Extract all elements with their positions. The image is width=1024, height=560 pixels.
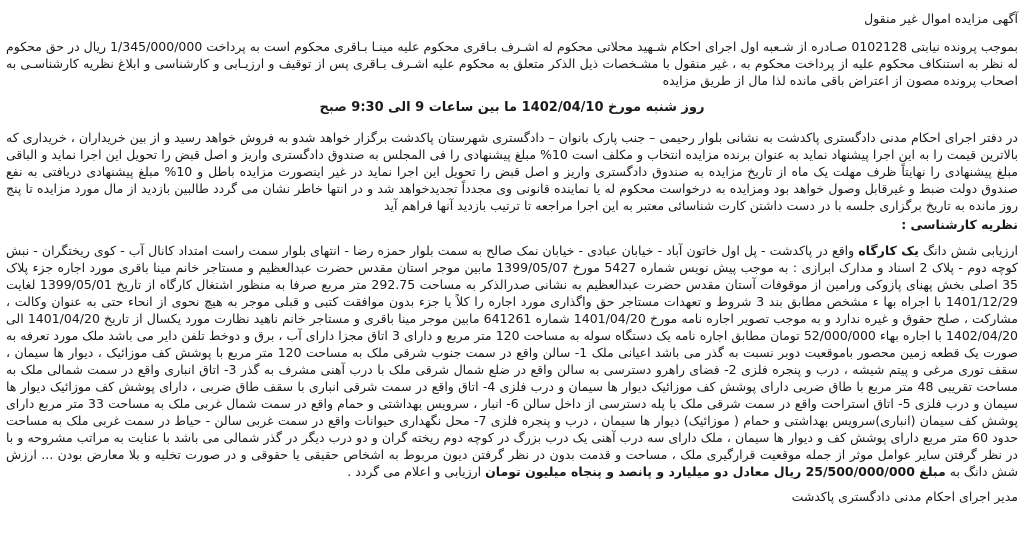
expert-text-part-1: ارزیابی شش دانگ bbox=[918, 243, 1018, 258]
expert-opinion-paragraph bbox=[6, 242, 1018, 480]
notice-title: آگهی مزایده اموال غیر منقول bbox=[864, 11, 1018, 26]
expert-opinion-heading: نظریه کارشناسی : bbox=[901, 217, 1018, 232]
property-type-label: یک کارگاه bbox=[858, 243, 919, 258]
expert-text-part-3: ارزیابی و اعلام می گردد . bbox=[347, 464, 486, 479]
appraised-value: مبلغ 25/500/000/000 ریال معادل دو میلیارد و پانصد و پنجاه میلیون تومان bbox=[485, 464, 946, 479]
expert-text-part-2: واقع در پاکدشت - پل اول خاتون آباد - خیابان عبادی - خیابان نمک صالح به سمت بلوار حمزه رضا - انتهای بلوار سمت راست امتداد کانال آب - کوی ریختگران - نبش کوچه دوم - پلاک 2 اسناد و مدارک ابرازی : به موجب پیش نویس شماره 5427 مورخ 1399/05/07 مابین موجر استان مقدس حضرت عبدالعظیم و مستاجر خانم مینا باقری مورد اجاره جزء پلاک 35 اصلی بخش پهنای پازوکی ورامین از موقوفات آستان مقدس حضرت عبدالعظیم به نشانی صدرالذکر به مساحت 292.75 متر مربع صرفا به منظور اشتغال کارگاه از تاریخ 1399/05/01 لغایت 1401/12/29 با اجراه بها ء مشخص مطابق بند 3 شروط و تعهدات مستاجر حق واگذاری مورد اجاره را کلاً یا جزء بدون موافقت کتبی و قبلی موجر به هیچ نحوی از انحاء حتی به عنوان وکالت ، مشارکت ، صلح حقوق و غیره ندارد و به موجب تصویر اجاره نامه مورخ 1401/04/20 شماره 641261 مابین موجر مینا باقری و مستاجر خانم ناهید نظارت مورد یکسال از تاریخ 1401/04/20 الی 1402/04/20 با اجاره بهاء 52/000/000 تومان مطابق اجاره نامه یک دستگاه سوله به مساحت 120 متر مربع و دارای 3 اتاق مجزا دارای آب ، برق و دوخط تلفن دایر می باشد ملک مورد تعرفه به صورت یک قطعه زمین محصور باموقعیت دوبر نسبت به گذر می باشد اعیانی ملک 1- سالن واقع در سمت جنوب شرقی ملک به مساحت 120 متر مربع با پوشش کف موزائیک ، دیوار ها سیمان ، سقف توری مرغی و پیتم شیشه ، درب و پنجره فلزی 2- فضای راهرو دسترسی به سالن واقع در ضلع شمال شرقی ملک با درب آهنی مشرف به گذر 3- اتاق انباری واقع در سمت شمالی ملک به مساحت تقریبی 48 متر مربع با طاق ضربی دارای پوشش کف موزائیک دیوار ها سیمان و درب فلزی 4- اتاق واقع در سمت شرقی انباری با سقف طاق ضربی ، دارای پوشش کف موزائیک دیوار ها سیمان و درب فلزی 5- اتاق استراحت واقع در سمت شرقی ملک با پله دسترسی از داخل سالن 6- انبار ، سرویس بهداشتی و حمام واقع در سمت شمال غربی ملک به مساحت 33 متر مربع دارای پوشش کف سیمان (انباری)سرویس بهداشتی و حمام ( موزائیک) دیوار ها سیمان ، درب و پنجره فلزی 7- محل نگهداری حیوانات واقع در سمت غربی سالن - حیاط در سمت غربی ملک به مساحت حدود 60 متر مربع دارای پوشش کف و دیوار ها سیمان ، ملک دارای سه درب آهنی یک درب بزرگ در کوچه دوم ریخته گران و دو درب دیگر در گذر شمالی می باشد با عنایت به مراتب مشروحه و با در نظر گرفتن سایر عوامل موثر از جمله موقعیت قرارگیری ملک ، مساحت و قدمت بدون در نظر گرفتن دیون مربوط به اشخاص حقیقی یا حقوقی و در صورت تخلیه و بلا معارض بودن ... ارزش شش دانگ به bbox=[6, 243, 1019, 479]
signature-line: مدیر اجرای احکام مدنی دادگستری پاکدشت bbox=[791, 489, 1018, 504]
notice-intro-paragraph: بموجب پرونده نیابتی 0102128 صـادره از شـعبه اول اجرای احکام شـهید محلاتی محکوم له اشـرف بـاقری محکوم علیه مینـا بـاقری محکوم است به پرداخت 1/345/000/000 ریال در حق محکوم له نظر به استنکاف محکوم علیه از پرداخت محکوم به ، غیر منقول با مشـخصات ذیل الذکر متعلق به محکوم علیه اشـرف بـاقری پس از توقیف و ارزیـابی و کارشناسی و ابلاغ نظریه کارشناسـی به اصحاب پرونده مصون از اعتراض باقی مانده لذا مال از طریق مزایده bbox=[6, 39, 1018, 88]
auction-datetime: روز شنبه مورخ 1402/04/10 ما بین ساعات 9 الی 9:30 صبح bbox=[319, 100, 705, 115]
auction-terms-paragraph: در دفتر اجرای احکام مدنی دادگستری پاکدشت به نشانی بلوار رحیمی – جنب پارک بانوان – دادگستری شهرستان پاکدشت برگزار خواهد شدو به فروش خواهد رسید و از بین خریداران ، خریداری که بالاترین قیمت را به این اجرا پیشنهاد نماید به عنوان برنده مزایده انتخاب و مکلف است 10% مبلغ پیشنهادی را فی المجلس به صندوق دادگستری واریز و اصل قبض را تحویل این اجرا نماید و الباقی مبلغ پیشنهادی را نهایتاً ظرف مهلت یک ماه از تاریخ مزایده به صندوق دادگستری واریز و اصل قبض را تحویل این اجرا نماید در غیر اینصورت مزایده باطل و 10% مبلغ پیشنهادی دریافتی به نفع صندوق دولت ضبط و غیرقابل وصول خواهد بود ومزایده به درخواست محکوم له یا نماینده قانونی وی مجدداً تجدیدخواهد شد و در انتها خاطر نشان می گردد طالبین بازدید از مال مورد مزایده تا پنج روز مانده به تاریخ برگزاری جلسه با در دست داشتن کارت شناسائی معتبر به این اجرا مراجعه تا ترتیب بازدید آنها فراهم آید bbox=[6, 130, 1018, 213]
